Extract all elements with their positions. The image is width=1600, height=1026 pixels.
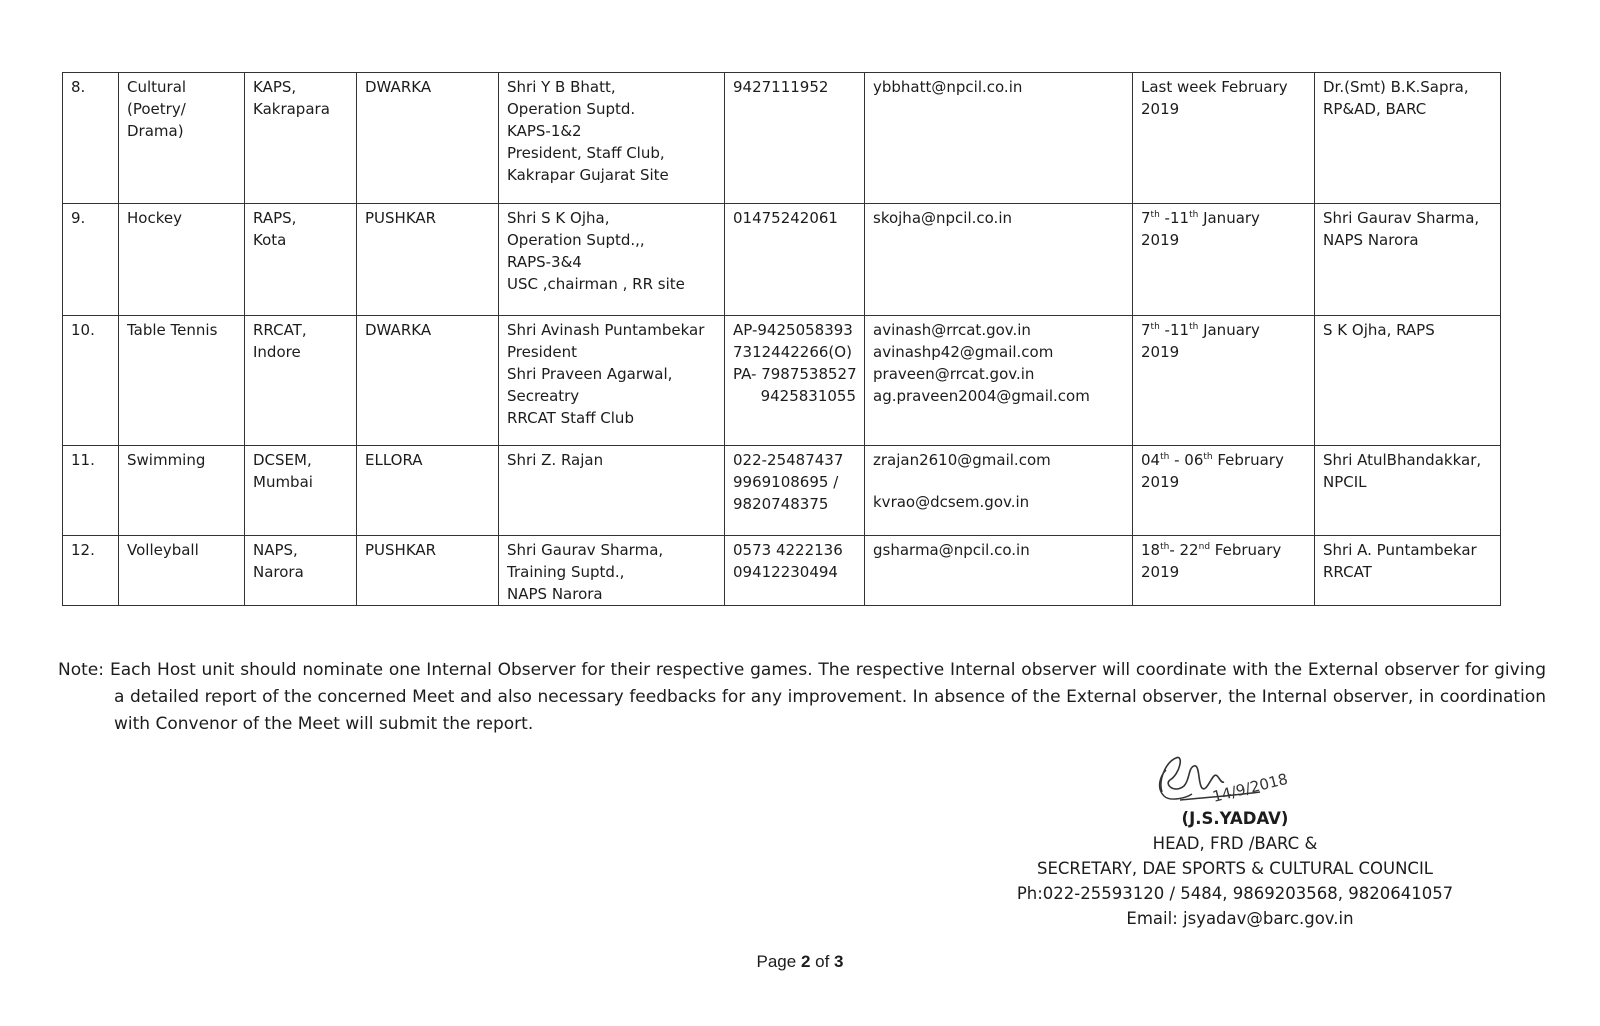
start-suffix: th — [1150, 322, 1160, 332]
venue: PUSHKAR — [357, 204, 499, 316]
svg-text:14/9/2018: 14/9/2018 — [1210, 769, 1290, 806]
date-text: Last week February — [1141, 78, 1288, 96]
signatory-title-2: SECRETARY, DAE SPORTS & CULTURAL COUNCIL — [1036, 859, 1434, 878]
observer-cell — [1315, 446, 1501, 536]
convenor-line: Shri Y B Bhatt, — [507, 78, 616, 96]
host-unit-cell — [245, 316, 357, 446]
date-range — [1141, 449, 1306, 471]
dates-cell — [1133, 446, 1315, 536]
game-name: Table Tennis — [127, 321, 218, 339]
game-cell — [119, 73, 245, 204]
start-suffix: th — [1150, 210, 1160, 220]
phone-number: 01475242061 — [733, 209, 838, 227]
venue: PUSHKAR — [357, 536, 499, 606]
note-text: Each Host unit should nominate one Internal Observer for their respective games. The respective Internal observer will coordinate with the External observer for giving a detailed report of the concerned Meet and also necessary feedbacks for any improvement. In absence of the External observer, the Internal observer, in coordination with Convenor of the Meet will submit the report. — [109, 660, 1546, 734]
convenor-cell — [499, 204, 725, 316]
table-row — [63, 73, 1501, 204]
start-day: 7 — [1141, 321, 1151, 339]
convenor-line: Shri S K Ojha, — [507, 209, 610, 227]
phone-cell — [725, 204, 865, 316]
observer-cell — [1315, 73, 1501, 204]
game-name: Swimming — [127, 451, 206, 469]
convenor-line: Shri Gaurav Sharma, — [507, 541, 664, 559]
month: January — [1198, 321, 1260, 339]
email-cell — [865, 73, 1133, 204]
convenor-line: KAPS-1&2 — [507, 122, 582, 140]
table-row — [63, 204, 1501, 316]
footer-prefix: Page — [756, 952, 801, 971]
year: 2019 — [1141, 100, 1180, 118]
observer-line: S K Ojha, RAPS — [1323, 321, 1435, 339]
start-day: 04 — [1141, 451, 1161, 469]
serial-number: 11. — [63, 446, 119, 536]
email-cell — [865, 204, 1133, 316]
note-label: Note: — [58, 660, 104, 680]
observer-line: Shri Gaurav Sharma, — [1323, 209, 1480, 227]
footer-page-total: 3 — [834, 952, 844, 971]
end-day: - 06 — [1169, 451, 1204, 469]
email-address: avinash@rrcat.gov.in — [873, 321, 1031, 339]
table-row — [63, 446, 1501, 536]
signatory-phone: Ph:022-25593120 / 5484, 9869203568, 9820641057 — [1016, 884, 1454, 903]
game-name: Hockey — [127, 209, 182, 227]
venue: DWARKA — [357, 73, 499, 204]
game-cell — [119, 204, 245, 316]
date-range — [1141, 207, 1306, 229]
serial-number: 9. — [63, 204, 119, 316]
year: 2019 — [1141, 231, 1180, 249]
date-range — [1141, 319, 1306, 341]
email-address: skojha@npcil.co.in — [873, 209, 1012, 227]
phone-number: 0573 4222136 — [733, 541, 843, 559]
table-row — [63, 536, 1501, 606]
start-day: 7 — [1141, 209, 1151, 227]
email-address: zrajan2610@gmail.com — [873, 451, 1051, 469]
observer-line: Dr.(Smt) B.K.Sapra, — [1323, 78, 1469, 96]
convenor-line: RRCAT Staff Club — [507, 409, 634, 427]
game-name: Cultural — [127, 78, 187, 96]
game-name: Volleyball — [127, 541, 199, 559]
month: January — [1198, 209, 1260, 227]
host-unit: KAPS, — [253, 78, 297, 96]
phone-number: 9969108695 / — [733, 473, 839, 491]
month: February — [1212, 451, 1284, 469]
convenor-line: Secreatry — [507, 387, 580, 405]
email-address: kvrao@dcsem.gov.in — [873, 493, 1030, 511]
phone-number: 7312442266(O) — [733, 343, 852, 361]
convenor-line: Operation Suptd.,, — [507, 231, 645, 249]
serial-number: 8. — [63, 73, 119, 204]
email-address: gsharma@npcil.co.in — [873, 541, 1030, 559]
signatory-email: Email: jsyadav@barc.gov.in — [1126, 909, 1354, 928]
date-range — [1141, 76, 1306, 98]
convenor-line: NAPS Narora — [507, 585, 603, 603]
host-unit: Kakrapara — [253, 100, 330, 118]
table-row — [63, 316, 1501, 446]
phone-number: PA- 7987538527 — [733, 365, 857, 383]
phone-number: 9427111952 — [733, 78, 829, 96]
email-address: praveen@rrcat.gov.in — [873, 365, 1035, 383]
host-unit: Kota — [253, 231, 287, 249]
host-unit: Mumbai — [253, 473, 313, 491]
footer-page-number: 2 — [800, 952, 811, 971]
note-paragraph — [58, 657, 1546, 738]
host-unit-cell — [245, 73, 357, 204]
phone-number: 022-25487437 — [733, 451, 844, 469]
observer-line: NAPS Narora — [1323, 231, 1419, 249]
observer-line: RP&AD, BARC — [1323, 100, 1427, 118]
host-unit-cell — [245, 204, 357, 316]
observer-line: Shri AtulBhandakkar, — [1323, 451, 1482, 469]
signature-block — [1000, 806, 1470, 931]
convenor-cell — [499, 446, 725, 536]
year: 2019 — [1141, 343, 1180, 361]
convenor-line: President, Staff Club, — [507, 144, 665, 162]
host-unit: DCSEM, — [253, 451, 312, 469]
host-unit: RAPS, — [253, 209, 297, 227]
serial-number: 12. — [63, 536, 119, 606]
month: February — [1210, 541, 1282, 559]
dates-cell — [1133, 316, 1315, 446]
email-cell — [865, 316, 1133, 446]
end-suffix: nd — [1198, 542, 1211, 552]
host-unit: Narora — [253, 563, 304, 581]
game-name: Drama) — [127, 122, 184, 140]
phone-number: 9820748375 — [733, 495, 829, 513]
venue: DWARKA — [357, 316, 499, 446]
venue: ELLORA — [357, 446, 499, 536]
date-range — [1141, 539, 1306, 561]
observer-line: Shri A. Puntambekar — [1323, 541, 1477, 559]
end-day: -11 — [1159, 209, 1190, 227]
game-cell — [119, 446, 245, 536]
footer-middle: of — [810, 952, 835, 971]
phone-cell — [725, 73, 865, 204]
email-cell — [865, 446, 1133, 536]
convenor-cell — [499, 73, 725, 204]
game-cell — [119, 536, 245, 606]
game-cell — [119, 316, 245, 446]
email-address: ybbhatt@npcil.co.in — [873, 78, 1023, 96]
end-suffix: th — [1203, 452, 1213, 462]
serial-number: 10. — [63, 316, 119, 446]
phone-number: 09412230494 — [733, 563, 838, 581]
email-address: avinashp42@gmail.com — [873, 343, 1054, 361]
convenor-line: Shri Avinash Puntambekar — [507, 321, 705, 339]
dates-cell — [1133, 536, 1315, 606]
host-unit-cell — [245, 536, 357, 606]
observer-cell — [1315, 204, 1501, 316]
end-day: - 22 — [1169, 541, 1199, 559]
observer-cell — [1315, 536, 1501, 606]
convenor-line: President — [507, 343, 577, 361]
end-suffix: th — [1189, 322, 1199, 332]
convenor-cell — [499, 316, 725, 446]
phone-number: 9425831055 — [760, 387, 856, 405]
observer-line: RRCAT — [1323, 563, 1372, 581]
email-cell — [865, 536, 1133, 606]
host-unit: NAPS, — [253, 541, 298, 559]
phone-number: AP-9425058393 — [733, 321, 853, 339]
year: 2019 — [1141, 563, 1180, 581]
convenor-line: Shri Z. Rajan — [507, 451, 604, 469]
start-suffix: th — [1160, 452, 1170, 462]
email-address: ag.praveen2004@gmail.com — [873, 387, 1090, 405]
start-day: 18 — [1141, 541, 1161, 559]
game-name: (Poetry/ — [127, 100, 186, 118]
phone-cell — [725, 446, 865, 536]
signatory-title-1: HEAD, FRD /BARC & — [1152, 834, 1318, 853]
meets-table — [62, 72, 1501, 606]
host-unit: Indore — [253, 343, 301, 361]
convenor-line: Training Suptd., — [507, 563, 625, 581]
convenor-line: USC ,chairman , RR site — [507, 275, 685, 293]
signatory-name: (J.S.YADAV) — [1181, 809, 1289, 828]
start-suffix: th — [1160, 542, 1170, 552]
observer-cell — [1315, 316, 1501, 446]
dates-cell — [1133, 73, 1315, 204]
page-footer — [0, 952, 1600, 972]
convenor-line: Operation Suptd. — [507, 100, 636, 118]
observer-line: NPCIL — [1323, 473, 1367, 491]
end-suffix: th — [1189, 210, 1199, 220]
phone-cell — [725, 316, 865, 446]
host-unit: RRCAT, — [253, 321, 307, 339]
convenor-cell — [499, 536, 725, 606]
year: 2019 — [1141, 473, 1180, 491]
end-day: -11 — [1159, 321, 1190, 339]
dates-cell — [1133, 204, 1315, 316]
convenor-line: RAPS-3&4 — [507, 253, 582, 271]
convenor-line: Shri Praveen Agarwal, — [507, 365, 673, 383]
host-unit-cell — [245, 446, 357, 536]
phone-cell — [725, 536, 865, 606]
convenor-line: Kakrapar Gujarat Site — [507, 166, 669, 184]
